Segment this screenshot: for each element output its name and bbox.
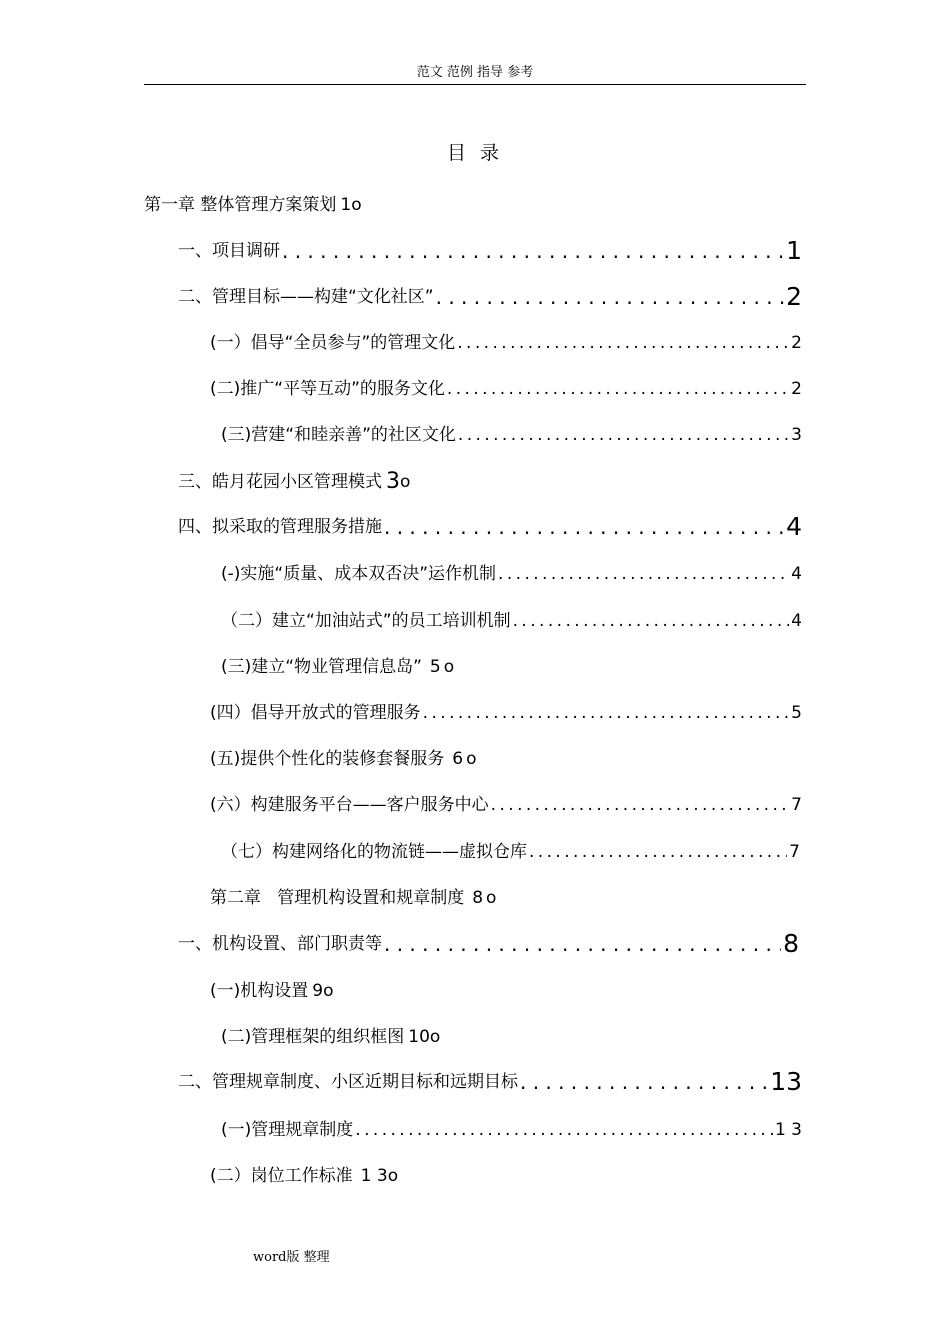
toc-entry-label: (二）岗位工作标准: [210, 1166, 353, 1186]
toc-entry-label: (一)管理规章制度: [221, 1120, 354, 1140]
toc-entry-2-2-2[interactable]: [210, 1162, 398, 1190]
toc-entry-page: 7: [789, 842, 800, 862]
toc-dot-leader: [384, 513, 784, 541]
toc-entry-page: 4: [786, 512, 802, 541]
toc-entry-2-1-1[interactable]: [210, 977, 334, 1005]
toc-dot-leader: [498, 560, 789, 588]
toc-dot-leader: [423, 699, 790, 727]
toc-entry-2-1[interactable]: [178, 930, 799, 958]
toc-entry-1-1[interactable]: [178, 237, 802, 265]
toc-entry-label: 一、机构设置、部门职责等: [178, 934, 382, 954]
toc-entry-suffix: o: [443, 657, 455, 677]
toc-entry-1-2-2[interactable]: [210, 375, 802, 403]
toc-entry-page: 2: [786, 282, 802, 311]
toc-entry-page: 8: [472, 888, 484, 908]
toc-entry-label: 四、拟采取的管理服务措施: [178, 517, 382, 537]
toc-entry-2-1-2[interactable]: [221, 1023, 440, 1051]
toc-entry-page: 2: [791, 333, 802, 353]
toc-entry-1-4-4[interactable]: [210, 699, 802, 727]
toc-entry-1-3[interactable]: [178, 468, 410, 496]
toc-entry-label: （七）构建网络化的物流链——虚拟仓库: [221, 842, 527, 862]
toc-entry-chapter-1[interactable]: [144, 191, 362, 219]
toc-entry-label: 二、管理规章制度、小区近期目标和远期目标: [178, 1072, 518, 1092]
toc-title: 目 录: [446, 142, 504, 164]
toc-entry-page: 1: [340, 195, 352, 215]
toc-entry-suffix: o: [387, 1166, 399, 1186]
toc-entry-1-4[interactable]: [178, 513, 802, 541]
toc-entry-label: (五)提供个性化的装修套餐服务: [210, 749, 445, 769]
toc-entry-1-4-3[interactable]: [221, 653, 454, 681]
toc-dot-leader: [520, 1068, 768, 1096]
toc-entry-page: 13: [770, 1067, 802, 1096]
toc-entry-suffix: o: [466, 749, 477, 769]
toc-entry-1-4-1[interactable]: [221, 560, 802, 588]
toc-entry-1-4-7[interactable]: [221, 838, 800, 866]
toc-entry-1-4-6[interactable]: [210, 791, 802, 819]
toc-dot-leader: [457, 329, 789, 357]
toc-entry-label: 二、管理目标——构建“文化社区”: [178, 287, 434, 307]
toc-entry-page: 8: [783, 929, 799, 958]
toc-entry-page: 7: [791, 795, 802, 815]
toc-entry-2-2-1[interactable]: [221, 1116, 802, 1144]
toc-entry-1-4-2[interactable]: [221, 607, 802, 635]
toc-entry-suffix: o: [486, 888, 497, 908]
toc-dot-leader: [491, 791, 790, 819]
toc-entry-label: (一)机构设置: [210, 981, 309, 1001]
toc-entry-label: (三)建立“物业管理信息岛”: [221, 657, 422, 677]
toc-entry-page: 3: [791, 425, 802, 445]
page-footer: word版 整理: [253, 1250, 330, 1265]
toc-dot-leader: [436, 283, 784, 311]
toc-entry-label: (四）倡导开放式的管理服务: [210, 703, 421, 723]
toc-entry-2-2[interactable]: [178, 1068, 802, 1096]
toc-entry-1-2-1[interactable]: [210, 329, 802, 357]
toc-dot-leader: [384, 930, 781, 958]
toc-entry-page: 1 3: [360, 1166, 388, 1186]
toc-entry-1-2[interactable]: [178, 283, 802, 311]
toc-entry-label: (六）构建服务平台——客户服务中心: [210, 795, 489, 815]
page-header: 范文 范例 指导 参考: [144, 62, 806, 85]
toc-entry-suffix: o: [429, 1027, 441, 1047]
toc-entry-label: 第二章 管理机构设置和规章制度: [210, 888, 465, 908]
toc-entry-label: （二）建立“加油站式”的员工培训机制: [221, 611, 511, 631]
toc-entry-page: 5: [791, 703, 802, 723]
toc-entry-label: (二)推广“平等互动”的服务文化: [210, 379, 445, 399]
toc-entry-suffix: o: [351, 195, 362, 215]
toc-entry-page: 4: [791, 611, 802, 631]
toc-entry-label: 一、项目调研: [178, 241, 280, 261]
toc-dot-leader: [458, 421, 789, 449]
toc-entry-page: 3: [386, 469, 400, 494]
toc-dot-leader: [513, 607, 790, 635]
toc-entry-label: (一）倡导“全员参与”的管理文化: [210, 333, 456, 353]
toc-entry-label: (三)营建“和睦亲善”的社区文化: [221, 425, 456, 445]
toc-entry-page: 1 3: [774, 1120, 802, 1140]
toc-entry-label: (二)管理框架的组织框图: [221, 1027, 405, 1047]
toc-entry-label: 三、皓月花园小区管理模式: [178, 472, 382, 492]
toc-entry-page: 4: [791, 564, 802, 584]
toc-dot-leader: [529, 838, 787, 866]
toc-entry-label: (-)实施“质量、成本双否决”运作机制: [221, 564, 497, 584]
toc-entry-label: 第一章 整体管理方案策划: [144, 195, 337, 215]
toc-entry-page: 1: [786, 236, 802, 265]
toc-entry-chapter-2[interactable]: [210, 884, 496, 912]
toc-entry-page: 5: [429, 657, 441, 677]
toc-entry-page: 2: [791, 379, 802, 399]
toc-dot-leader: [282, 237, 784, 265]
toc-dot-leader: [355, 1116, 773, 1144]
toc-entry-page: 9: [312, 981, 324, 1001]
toc-entry-suffix: o: [323, 981, 334, 1001]
toc-entry-page: 10: [408, 1027, 430, 1047]
toc-dot-leader: [447, 375, 789, 403]
toc-entry-1-2-3[interactable]: [221, 421, 802, 449]
toc-entry-page: 6: [452, 749, 464, 769]
toc-entry-1-4-5[interactable]: [210, 745, 477, 773]
toc-entry-suffix: o: [400, 472, 411, 492]
